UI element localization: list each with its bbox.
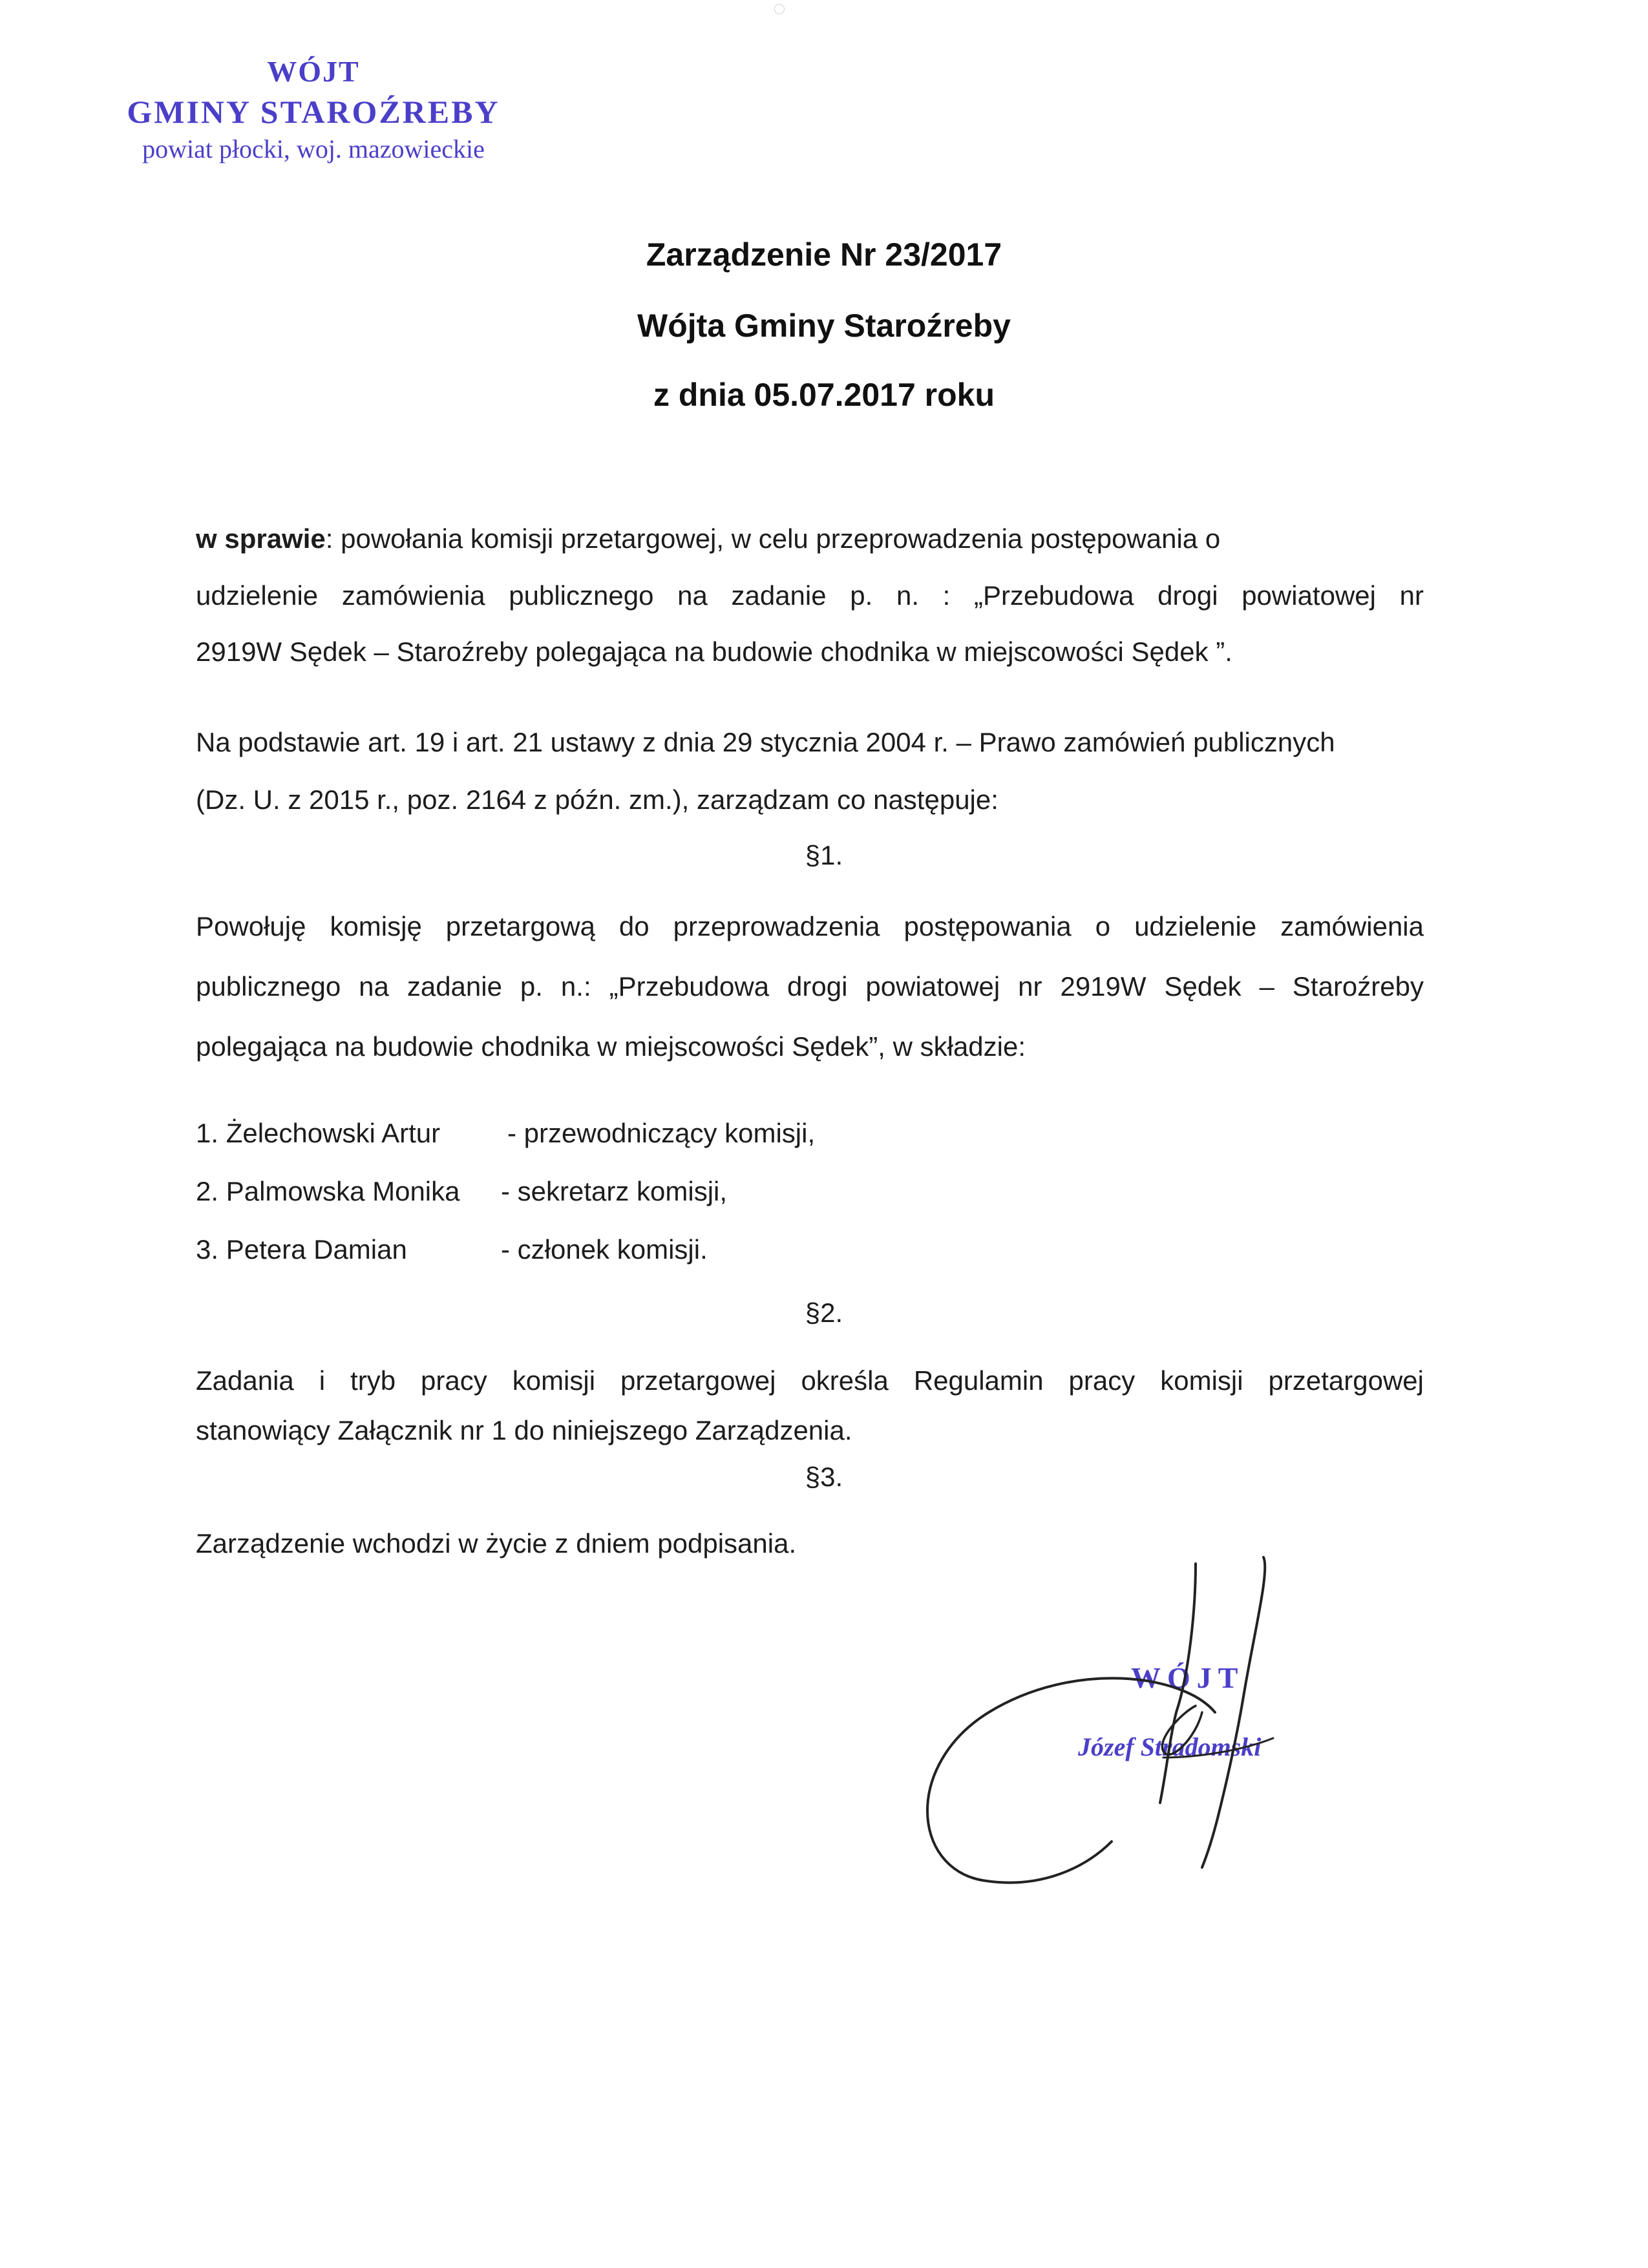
section-3-line-1: Zarządzenie wchodzi w życie z dniem podpisania. — [196, 1528, 797, 1559]
member-1-role: - przewodniczący komisji, — [507, 1118, 816, 1148]
section-3-heading: §3. — [805, 1462, 843, 1492]
handwritten-signature — [892, 1544, 1305, 1906]
stamp-line-1: WÓJT — [267, 55, 360, 88]
member-2-role: - sekretarz komisji, — [501, 1176, 728, 1206]
section-1-line-1: Powołuję komisję przetargową do przeprowadzenia postępowania o udzielenie zamówienia — [196, 911, 1424, 941]
section-1-line-3: polegająca na budowie chodnika w miejscowości Sędek”, w składzie: — [196, 1031, 1026, 1062]
section-1-line-2: publicznego na zadanie p. n.: „Przebudowa drogi powiatowej nr 2919W Sędek – Staroźreby — [196, 971, 1424, 1002]
stamp-line-3: powiat płocki, woj. mazowieckie — [142, 134, 485, 163]
signature-stamp-name: Józef Stradomski — [1078, 1732, 1262, 1761]
document-date: z dnia 05.07.2017 roku — [653, 377, 995, 413]
member-2-name: 2. Palmowska Monika — [196, 1176, 460, 1206]
document-title: Zarządzenie Nr 23/2017 — [646, 236, 1002, 273]
subject-line-1 — [196, 523, 1424, 554]
basis-line-2: (Dz. U. z 2015 r., poz. 2164 z późn. zm.), zarządzam co następuje: — [196, 784, 998, 815]
subject-line-2: udzielenie zamówienia publicznego na zadanie p. n. : „Przebudowa drogi powiatowej nr — [196, 580, 1424, 611]
subject-line-3: 2919W Sędek – Staroźreby polegająca na budowie chodnika w miejscowości Sędek ”. — [196, 636, 1232, 667]
section-2-line-2: stanowiący Załącznik nr 1 do niniejszego Zarządzenia. — [196, 1415, 852, 1445]
basis-line-1: Na podstawie art. 19 i art. 21 ustawy z dnia 29 stycznia 2004 r. – Prawo zamówień publicznych — [196, 727, 1335, 757]
document-issuer: Wójta Gminy Staroźreby — [637, 308, 1011, 344]
section-1-heading: §1. — [805, 840, 843, 870]
subject-label: w sprawie — [196, 523, 326, 554]
section-2-heading: §2. — [805, 1297, 843, 1328]
header-stamp — [81, 52, 546, 167]
subject-line-1-text: : powołania komisji przetargowej, w celu przeprowadzenia postępowania o — [325, 523, 1221, 554]
scan-mark — [774, 4, 785, 14]
member-3-name: 3. Petera Damian — [196, 1234, 407, 1265]
member-3-role: - członek komisji. — [501, 1234, 708, 1265]
signature-stamp-title: WÓJT — [1131, 1661, 1245, 1694]
section-2-line-1: Zadania i tryb pracy komisji przetargowej określa Regulamin pracy komisji przetargowej — [196, 1365, 1424, 1396]
stamp-line-2: GMINY STAROŹREBY — [127, 94, 500, 130]
member-1-name: 1. Żelechowski Artur — [196, 1118, 441, 1148]
